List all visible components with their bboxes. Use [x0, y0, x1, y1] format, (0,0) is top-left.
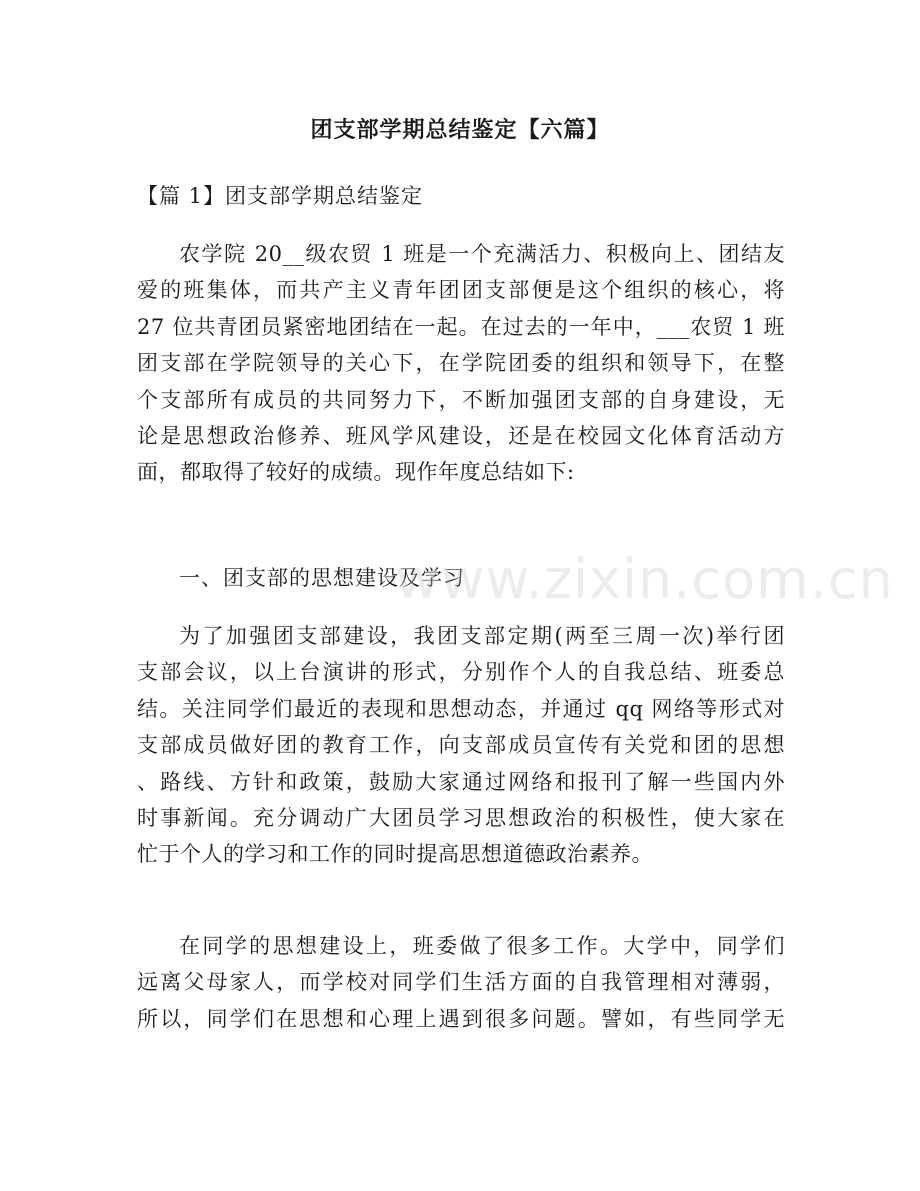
paragraph-3: [137, 928, 785, 1037]
paragraph-line: 农学院 20__级农贸 1 班是一个充满活力、积极向上、团结友: [179, 242, 785, 266]
paragraph-1: [137, 236, 785, 491]
paragraph-line: 支部会议，以上台演讲的形式，分别作个人的自我总结、班委总: [137, 660, 785, 685]
paragraph-line: 个支部所有成员的共同努力下，不断加强团支部的自身建设，无: [137, 387, 785, 412]
watermark-text: www.zixin.com.cn: [395, 548, 894, 611]
paragraph-line: 为了加强团支部建设，我团支部定期(两至三周一次)举行团: [179, 624, 785, 648]
paragraph-line: 支部成员做好团的教育工作，向支部成员宣传有关党和团的思想: [137, 733, 785, 758]
paragraph-line: 团支部在学院领导的关心下，在学院团委的组织和领导下，在整: [137, 351, 785, 376]
subheading-1: 一、团支部的思想建设及学习: [179, 566, 465, 590]
paragraph-line: 结。关注同学们最近的表现和思想动态，并通过 qq 网络等形式对: [137, 696, 785, 721]
paragraph-line: 远离父母家人，而学校对同学们生活方面的自我管理相对薄弱，: [137, 970, 785, 995]
section-heading: 【篇 1】团支部学期总结鉴定: [137, 184, 424, 208]
paragraph-line: 爱的班集体，而共产主义青年团团支部便是这个组织的核心，将: [137, 278, 785, 303]
paragraph-2: [137, 618, 785, 873]
paragraph-line: 在同学的思想建设上，班委做了很多工作。大学中，同学们: [179, 934, 785, 958]
paragraph-line: 面，都取得了较好的成绩。现作年度总结如下:: [137, 460, 575, 485]
paragraph-line: 忙于个人的学习和工作的同时提高思想道德政治素养。: [137, 842, 653, 867]
paragraph-line: 时事新闻。充分调动广大团员学习思想政治的积极性，使大家在: [137, 806, 785, 831]
paragraph-line: 、路线、方针和政策，鼓励大家通过网络和报刊了解一些国内外: [137, 769, 785, 794]
paragraph-line: 27 位共青团员紧密地团结在一起。在过去的一年中，___农贸 1 班: [137, 314, 785, 339]
document-title: 团支部学期总结鉴定【六篇】: [310, 118, 610, 143]
paragraph-line: 论是思想政治修养、班风学风建设，还是在校园文化体育活动方: [137, 424, 785, 449]
paragraph-line: 所以，同学们在思想和心理上遇到很多问题。譬如，有些同学无: [137, 1006, 785, 1031]
